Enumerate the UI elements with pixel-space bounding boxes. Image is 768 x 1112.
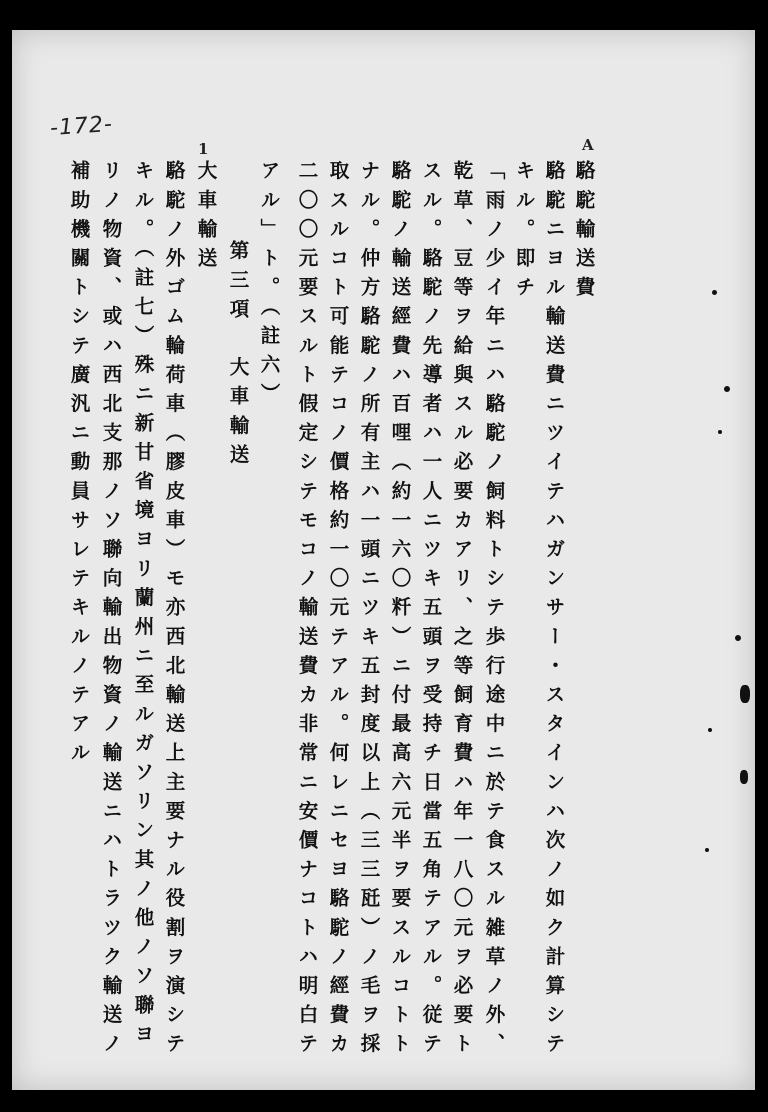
- page-number: -172-: [49, 111, 114, 142]
- scan-speck: [708, 728, 712, 732]
- section-heading-cart-transport: 第三項 大車輸送: [226, 240, 250, 473]
- heading-camel-transport-cost: 駱駝輸送費: [572, 160, 596, 306]
- text-column: スル。駱駝ノ先導者ハ一人ニツキ五頭ヲ受持チ日當五角テアル。従テ: [419, 160, 443, 1063]
- text-column: 駱駝ノ輸送經費ハ百哩（約一六〇粁）ニ付最高六元半ヲ要スルコトト: [388, 160, 412, 1063]
- text-column: 二〇〇元要スルト假定シテモコノ輸送費カ非常ニ安價ナコトハ明白テ: [295, 160, 319, 1063]
- text-column: キル。即チ: [512, 160, 536, 306]
- scan-speck: [740, 770, 748, 784]
- text-column: アル」ト。（註六）: [257, 160, 281, 413]
- text-column: 取スルコト可能テコノ價格約一〇元テアル。何レニセヨ駱駝ノ經費カ: [326, 160, 350, 1063]
- scan-speck: [724, 386, 730, 392]
- text-column: キル。（註七）殊ニ新甘省境ヨリ蘭州ニ至ルガソリン其ノ他ノソ聯ヨ: [131, 160, 155, 1053]
- subsection-marker: 1: [198, 140, 209, 158]
- subheading-cart-transport: 大車輸送: [194, 160, 218, 277]
- text-column: 駱駝ニヨル輸送費ニツイテハガンサー・スタインハ次ノ如ク計算シテ: [542, 160, 566, 1063]
- scan-speck: [705, 848, 709, 852]
- scan-speck: [735, 635, 741, 641]
- text-column: リノ物資、或ハ西北支那ノソ聯向輸出物資ノ輸送ニハトラツク輸送ノ: [99, 160, 123, 1063]
- scan-speck: [712, 290, 717, 295]
- text-column: 乾草、豆等ヲ給與スル必要カアリ、之等飼育費ハ年一八〇元ヲ必要ト: [450, 160, 474, 1063]
- text-column: ナル。仲方駱駝ノ所有主ハ一頭ニツキ五封度以上（三三瓩）ノ毛ヲ採: [357, 160, 381, 1063]
- scan-speck: [740, 685, 750, 703]
- text-column: 「雨ノ少イ年ニハ駱駝ノ飼料トシテ歩行途中ニ於テ食スル雑草ノ外、: [482, 160, 506, 1063]
- text-column: 駱駝ノ外ゴム輪荷車（膠皮車）モ亦西北輸送上主要ナル役割ヲ演シテ: [162, 160, 186, 1063]
- section-marker: A: [582, 136, 594, 154]
- scan-speck: [718, 430, 722, 434]
- text-column: 補助機關トシテ廣汎ニ動員サレテキルノテアル: [67, 160, 91, 772]
- document-page: [12, 30, 755, 1090]
